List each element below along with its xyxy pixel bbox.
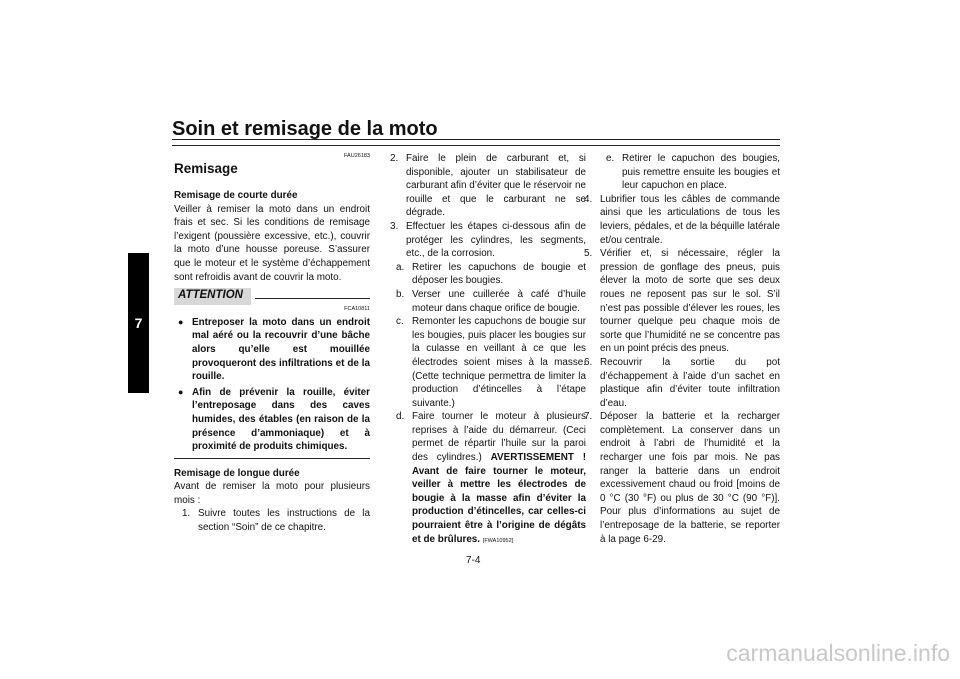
column-right — [584, 152, 780, 546]
bullet-icon: ● — [178, 386, 184, 397]
sub-item — [584, 152, 780, 193]
attention-bullet-text: Afin de prévenir la rouille, éviter l’entreposage dans des caves humides, des étables (en raison de la présence d’ammoniaque) et à proximité de produits chimiques. — [192, 386, 370, 453]
list-item — [584, 247, 780, 356]
bullet-icon: ● — [178, 316, 184, 327]
list-number: 6. — [584, 356, 593, 368]
sub-item-text — [412, 410, 586, 548]
attention-bullet — [174, 316, 370, 384]
long-storage-intro: Avant de remiser la moto pour plusieurs mois : — [174, 481, 370, 506]
section-title: Remisage — [174, 161, 238, 176]
attention-code: FCA10811 — [344, 305, 370, 312]
sub-letter: a. — [396, 261, 405, 273]
warning-text: AVERTISSEMENT ! Avant de faire tourner le moteur, veiller à mettre les électrodes de bougie à la masse afin d’éviter la production d’étincelles, car celles-ci pourraient être à l’origine de dégâts et de brûlures. — [412, 452, 586, 545]
sub-item — [390, 410, 586, 548]
short-storage-text: Veiller à remiser la moto dans un endroit frais et sec. Si les conditions de remisage l’exigent (poussière excessive, etc.), couvrir la moto d’une housse poreuse. S’assurer que le moteur et le système d’échappement sont refroidis avant de couvrir la moto. — [174, 203, 370, 283]
sub-item-text: Verser une cuillerée à café d’huile moteur dans chaque orifice de bougie. — [412, 288, 586, 314]
list-number: 2. — [390, 153, 399, 164]
column-middle — [390, 152, 586, 548]
list-number: 3. — [390, 220, 399, 232]
sub-item-d-text: Faire tourner le moteur à plusieurs reprises à l’aide du démarreur. (Ceci permet de répartir l’huile sur la paroi des cylindres.) — [412, 411, 586, 464]
sub-letter: d. — [396, 411, 405, 423]
list-item — [390, 152, 586, 220]
attention-box — [174, 288, 370, 459]
list-item-text: Recouvrir la sortie du pot d’échappement à l’aide d’un sachet en plastique afin d’éviter toute infiltration d’eau. — [600, 356, 780, 409]
page-title: Soin et remisage de la moto — [172, 118, 438, 140]
attention-bullet-text: Entreposer la moto dans un endroit mal aéré ou la recouvrir d’une bâche alors qu’elle est mouillée provoqueront des infiltrations et de la rouille. — [192, 316, 370, 383]
page-number: 7-4 — [466, 555, 481, 566]
short-storage-heading: Remisage de courte durée — [174, 190, 298, 201]
list-item — [390, 220, 586, 261]
list-item — [174, 507, 370, 534]
list-number: 1. — [182, 508, 191, 520]
long-storage-heading: Remisage de longue durée — [174, 467, 300, 479]
list-item-text: Suivre toutes les instructions de la section “Soin” de ce chapitre. — [198, 508, 370, 534]
title-rule-lower — [172, 145, 780, 146]
watermark: carmanualsonline.info — [726, 640, 950, 666]
attention-header — [174, 288, 370, 305]
attention-label: ATTENTION — [174, 288, 251, 305]
section-code: FAU26183 — [344, 153, 370, 159]
sub-item — [390, 261, 586, 288]
list-item — [584, 356, 780, 410]
sub-item — [390, 315, 586, 410]
sub-letter: b. — [396, 288, 405, 300]
chapter-tab: 7 — [128, 253, 149, 393]
sub-letter: c. — [396, 316, 404, 328]
sub-item-text: Retirer les capuchons de bougie et déposer les bougies. — [412, 261, 586, 287]
list-item — [584, 410, 780, 546]
list-number: 4. — [584, 193, 593, 205]
list-item-text: Lubrifier tous les câbles de commande ainsi que les articulations de tous les leviers, pédales, et de la béquille latérale et/ou centrale. — [600, 193, 780, 246]
sub-item — [390, 288, 586, 315]
warning-code: [FWA10952] — [482, 537, 514, 544]
list-item-text: Faire le plein de carburant et, si disponible, ajouter un stabilisateur de carburant afin d’éviter que le réservoir ne rouille et que le carburant ne se dégrade. — [406, 153, 586, 219]
list-item-text: Déposer la batterie et la recharger complètement. La conserver dans un endroit à l’abri de l’humidité et la recharger une fois par mois. Ne pas ranger la batterie dans un endroit excessivement chaud ou froid [moins de 0 °C (30 °F) ou plus de 30 °C (90 °F)]. Pour plus d’informations au sujet de l’entreposage de la batterie, se reporter à la page 6-29. — [600, 411, 780, 545]
title-rule-upper — [172, 139, 780, 140]
sub-item-text: Remonter les capuchons de bougie sur les bougies, puis placer les bougies sur la culasse en veillant à ce que les électrodes soient mises à la masse. (Cette technique permettra de limiter la production d’étincelles à l’étape suivante.) — [412, 316, 586, 409]
list-item-text: Vérifier et, si nécessaire, régler la pression de gonflage des pneus, puis élever la moto de sorte que ses deux roues ne reposent pas sur le sol. S’il n’est pas possible d’élever les roues, les tourner quelque peu chaque mois de sorte que l’humidité ne se concentre pas en un point précis des pneus. — [600, 248, 780, 355]
list-number: 7. — [584, 411, 593, 423]
list-item-text: Effectuer les étapes ci-dessous afin de protéger les cylindres, les segments, etc., de la corrosion. — [406, 220, 586, 260]
attention-bullet — [174, 386, 370, 454]
attention-rule — [255, 298, 370, 299]
list-item — [584, 193, 780, 247]
sub-item-text: Retirer le capuchon des bougies, puis remettre ensuite les bougies et leur capuchon en place. — [622, 153, 780, 192]
column-left — [174, 152, 370, 535]
list-number: 5. — [584, 248, 593, 260]
sub-letter: e. — [606, 153, 615, 164]
